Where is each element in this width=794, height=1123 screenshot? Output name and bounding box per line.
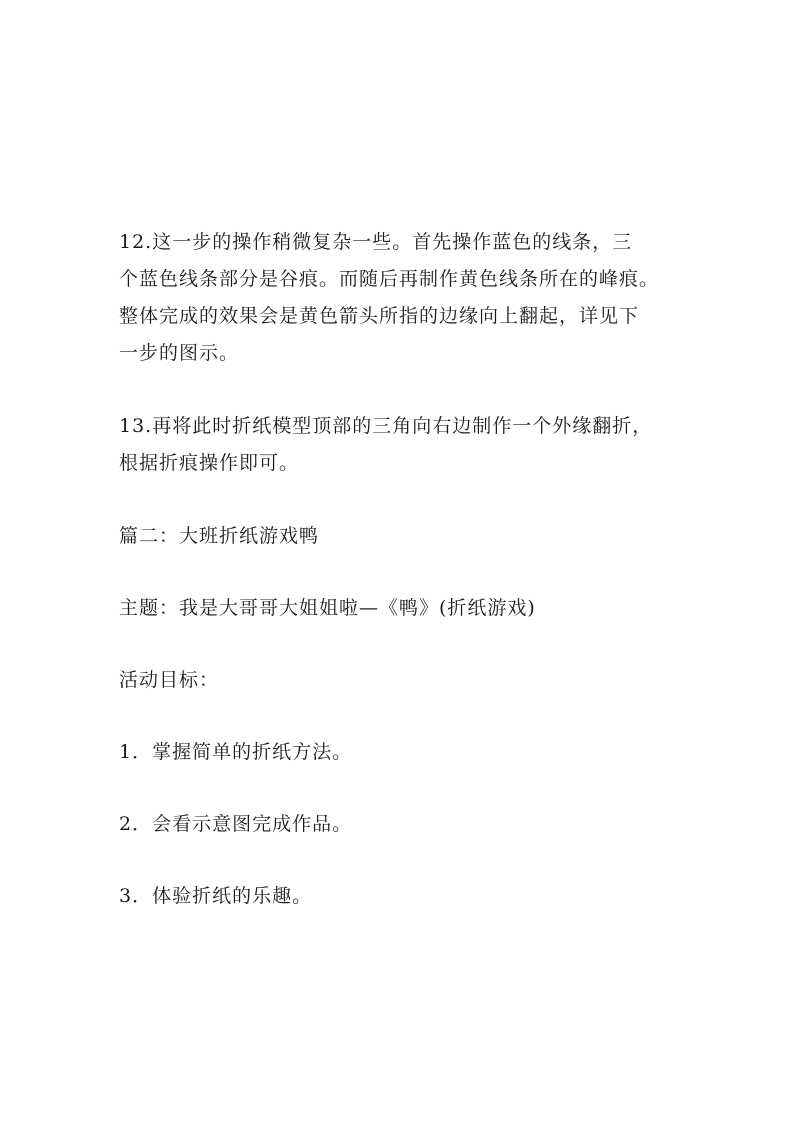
paragraph-spacer (119, 627, 679, 662)
paragraph-spacer (119, 372, 679, 408)
paragraph-spacer (119, 482, 679, 518)
goals-heading: 活动目标： (119, 669, 220, 691)
document-body (119, 224, 679, 915)
paragraph-step-12 (119, 224, 679, 372)
text-line: 个蓝色线条部分是谷痕。而随后再制作黄色线条所在的峰痕。 (119, 268, 660, 290)
paragraph-spacer (119, 771, 679, 806)
text-line: 根据折痕操作即可。 (119, 452, 300, 474)
goal-item: 2．会看示意图完成作品。 (119, 813, 353, 835)
theme-line: 主题：我是大哥哥大姐姐啦—《鸭》(折纸游戏) (119, 597, 536, 619)
paragraph-step-13 (119, 408, 679, 482)
paragraph-spacer (119, 555, 679, 590)
text-line: 13.再将此时折纸模型顶部的三角向右边制作一个外缘翻折， (119, 415, 653, 437)
paragraph-spacer (119, 699, 679, 734)
goal-item: 1．掌握简单的折纸方法。 (119, 741, 353, 763)
text-line: 整体完成的效果会是黄色箭头所指的边缘向上翻起，详见下 (119, 305, 640, 327)
paragraph-spacer (119, 843, 679, 878)
section-heading: 篇二：大班折纸游戏鸭 (119, 525, 320, 547)
goal-item: 3．体验折纸的乐趣。 (119, 885, 313, 907)
text-line: 一步的图示。 (119, 342, 240, 364)
text-line: 12.这一步的操作稍微复杂一些。首先操作蓝色的线条，三 (119, 231, 633, 253)
